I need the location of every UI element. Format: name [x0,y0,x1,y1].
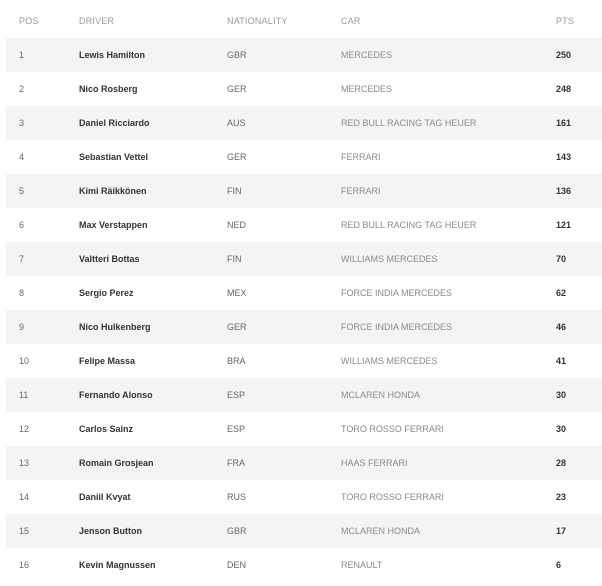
cell-pos: 13 [19,458,30,468]
cell-pos: 16 [19,560,30,570]
cell-car: TORO ROSSO FERRARI [341,424,444,434]
cell-pos: 15 [19,526,30,536]
table-row[interactable] [6,412,602,446]
cell-car: FERRARI [341,186,381,196]
cell-car: MCLAREN HONDA [341,390,421,400]
cell-driver: Sebastian Vettel [79,152,149,162]
cell-car: WILLIAMS MERCEDES [341,254,438,264]
table-row[interactable] [6,174,602,208]
header-driver[interactable]: DRIVER [79,16,115,26]
cell-pts: 62 [556,288,567,298]
cell-pts: 23 [556,492,567,502]
cell-pos: 9 [19,322,25,332]
cell-car: MCLAREN HONDA [341,526,421,536]
cell-car: TORO ROSSO FERRARI [341,492,444,502]
cell-pts: 248 [556,84,572,94]
cell-nationality: BRA [227,356,246,366]
cell-pts: 6 [556,560,562,570]
cell-pos: 4 [19,152,25,162]
cell-nationality: AUS [227,118,246,128]
cell-car: RED BULL RACING TAG HEUER [341,220,477,230]
cell-driver: Nico Rosberg [79,84,138,94]
cell-pts: 30 [556,390,567,400]
cell-driver: Max Verstappen [79,220,148,230]
table-row[interactable] [6,72,602,106]
cell-pts: 41 [556,356,567,366]
cell-car: MERCEDES [341,84,393,94]
cell-pos: 6 [19,220,25,230]
table-row[interactable] [6,140,602,174]
cell-car: RED BULL RACING TAG HEUER [341,118,477,128]
cell-pos: 2 [19,84,25,94]
table-row[interactable] [6,276,602,310]
cell-pts: 46 [556,322,567,332]
cell-nationality: GER [227,84,247,94]
cell-car: WILLIAMS MERCEDES [341,356,438,366]
table-row[interactable] [6,242,602,276]
cell-nationality: FIN [227,254,242,264]
cell-driver: Carlos Sainz [79,424,134,434]
cell-pts: 250 [556,50,572,60]
cell-nationality: ESP [227,424,246,434]
cell-car: MERCEDES [341,50,393,60]
table-header [0,0,602,38]
cell-driver: Felipe Massa [79,356,136,366]
table-row[interactable] [6,106,602,140]
cell-car: RENAULT [341,560,383,570]
cell-pts: 70 [556,254,567,264]
cell-nationality: GER [227,322,247,332]
cell-driver: Kimi Räikkönen [79,186,147,196]
table-row[interactable] [6,344,602,378]
cell-pts: 28 [556,458,567,468]
cell-pts: 143 [556,152,572,162]
header-nationality[interactable]: NATIONALITY [227,16,288,26]
table-row[interactable] [6,548,602,582]
cell-driver: Nico Hulkenberg [79,322,151,332]
cell-driver: Valtteri Bottas [79,254,140,264]
cell-pos: 7 [19,254,25,264]
cell-car: FERRARI [341,152,381,162]
cell-car: HAAS FERRARI [341,458,408,468]
cell-nationality: FIN [227,186,242,196]
cell-nationality: GBR [227,526,247,536]
cell-driver: Daniil Kvyat [79,492,131,502]
cell-car: FORCE INDIA MERCEDES [341,322,453,332]
cell-driver: Fernando Alonso [79,390,153,400]
table-row[interactable] [6,38,602,72]
header-pos[interactable]: POS [19,16,39,26]
cell-pos: 1 [19,50,25,60]
cell-driver: Romain Grosjean [79,458,154,468]
table-row[interactable] [6,446,602,480]
cell-pos: 3 [19,118,25,128]
table-row[interactable] [6,480,602,514]
table-row[interactable] [6,310,602,344]
cell-pos: 14 [19,492,30,502]
cell-nationality: DEN [227,560,247,570]
table-row[interactable] [6,208,602,242]
cell-driver: Lewis Hamilton [79,50,146,60]
cell-nationality: RUS [227,492,247,502]
cell-pos: 8 [19,288,25,298]
cell-pts: 30 [556,424,567,434]
cell-pts: 136 [556,186,572,196]
cell-pos: 5 [19,186,25,196]
cell-pts: 121 [556,220,572,230]
table-row[interactable] [6,514,602,548]
header-pts[interactable]: PTS [556,16,575,26]
header-car[interactable]: CAR [341,16,361,26]
cell-driver: Daniel Ricciardo [79,118,150,128]
cell-driver: Jenson Button [79,526,142,536]
cell-pts: 161 [556,118,572,128]
table-row[interactable] [6,378,602,412]
table-body [0,38,602,582]
cell-nationality: NED [227,220,247,230]
cell-driver: Kevin Magnussen [79,560,156,570]
cell-pos: 12 [19,424,30,434]
cell-nationality: GER [227,152,247,162]
cell-pos: 10 [19,356,30,366]
cell-car: FORCE INDIA MERCEDES [341,288,453,298]
cell-nationality: ESP [227,390,246,400]
cell-pts: 17 [556,526,567,536]
cell-nationality: GBR [227,50,247,60]
cell-driver: Sergio Perez [79,288,134,298]
cell-nationality: FRA [227,458,245,468]
cell-nationality: MEX [227,288,247,298]
cell-pos: 11 [19,390,29,400]
